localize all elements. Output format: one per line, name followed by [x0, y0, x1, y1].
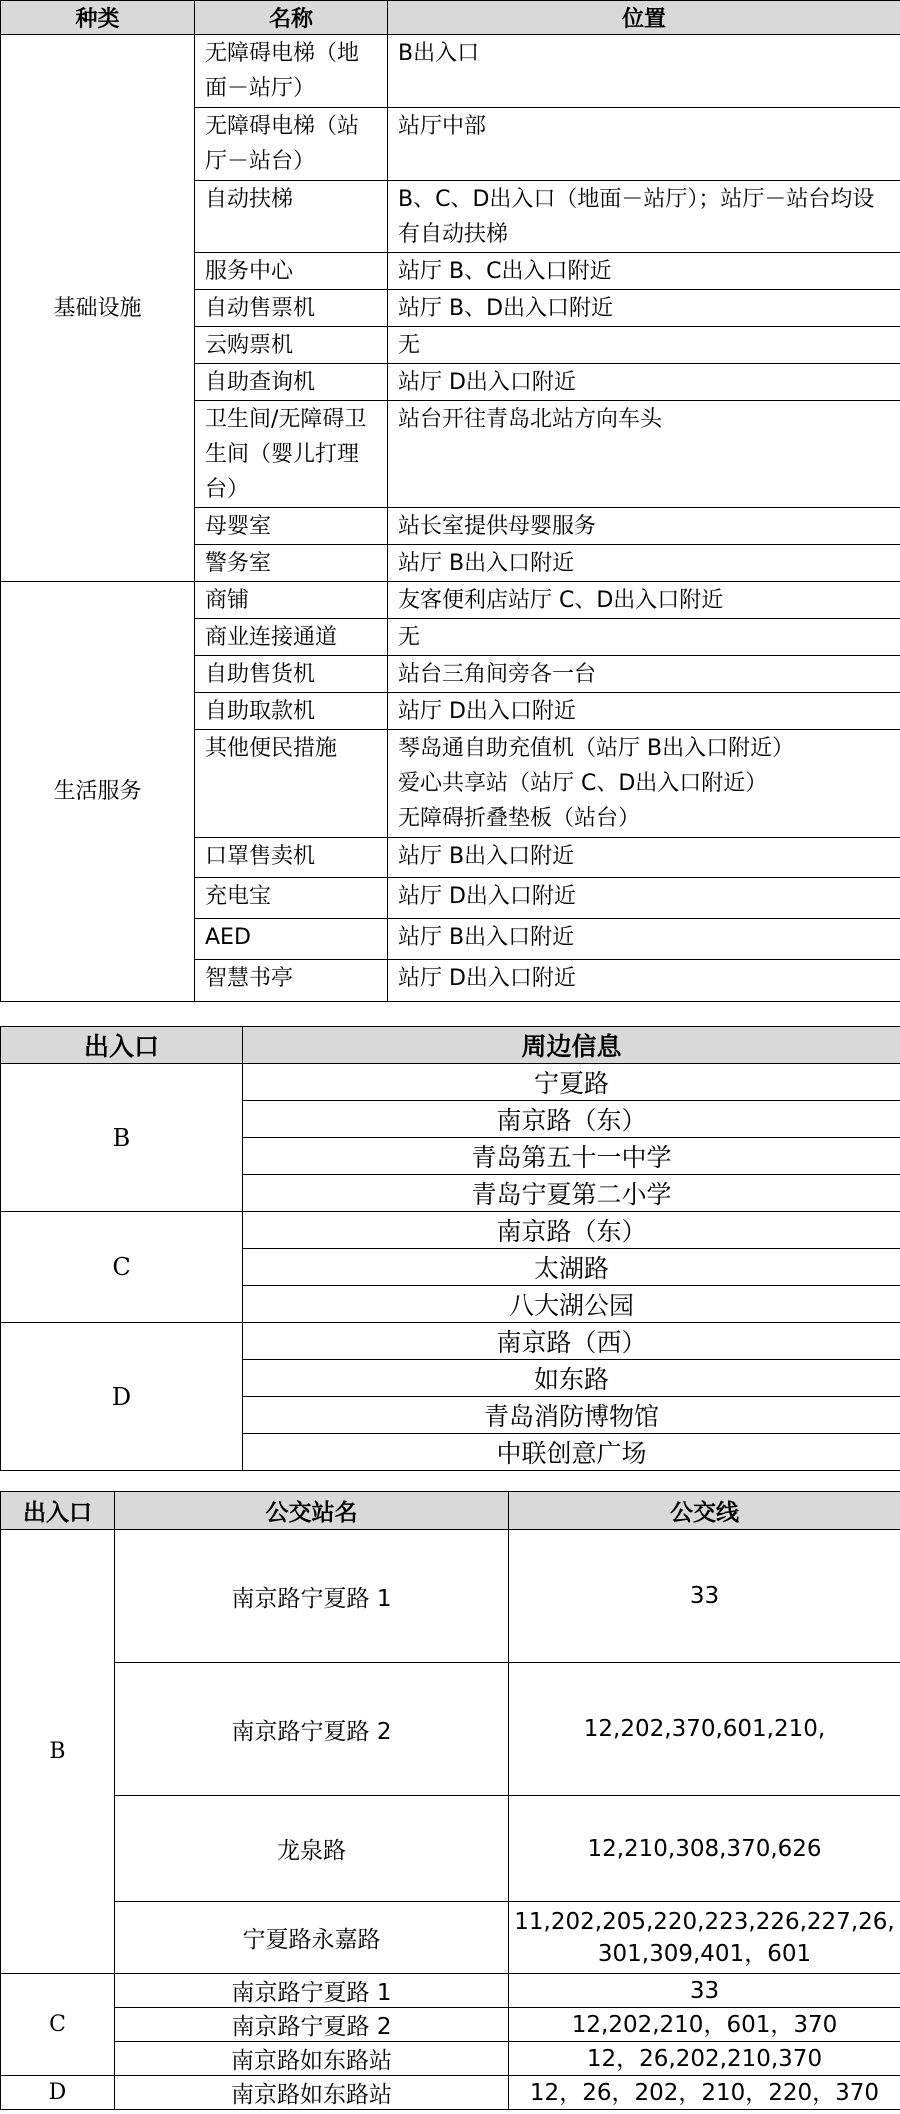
entrance-cell: C: [1, 1212, 243, 1323]
table-row: [1, 1323, 900, 1360]
table-row: [1, 582, 900, 619]
header-surroundings: 周边信息: [243, 1027, 900, 1064]
facility-location: 站台三角间旁各一台: [388, 656, 900, 693]
facility-name: 无障碍电梯（地面－站厅）: [195, 35, 388, 108]
place-cell: 南京路（东）: [243, 1212, 900, 1249]
facility-name: 云购票机: [195, 327, 388, 364]
facility-location: 站厅 B、D出入口附近: [388, 290, 900, 327]
facility-name: 警务室: [195, 545, 388, 582]
facility-location: B、C、D出入口（地面－站厅）；站厅－站台均设有自动扶梯: [388, 181, 900, 253]
facility-name: 卫生间/无障碍卫生间（婴儿打理台）: [195, 401, 388, 508]
table-row: [1, 1663, 900, 1796]
stop-name: 龙泉路: [115, 1796, 509, 1902]
surroundings-header-row: [1, 1027, 900, 1064]
facility-name: 口罩售卖机: [195, 838, 388, 878]
place-cell: 如东路: [243, 1360, 900, 1397]
header-name: 名称: [195, 1, 388, 35]
facility-name: 充电宝: [195, 878, 388, 919]
facility-name: 自助查询机: [195, 364, 388, 401]
place-cell: 宁夏路: [243, 1064, 900, 1101]
location-line: 无障碍折叠垫板（站台）: [398, 806, 641, 831]
table-row: [1, 1212, 900, 1249]
facility-location: 站厅 B、C出入口附近: [388, 253, 900, 290]
table-row: [1, 1064, 900, 1101]
table-row: [1, 1796, 900, 1902]
place-cell: 青岛消防博物馆: [243, 1397, 900, 1434]
facility-name: 其他便民措施: [195, 730, 388, 838]
surroundings-table: [0, 1026, 900, 1471]
entrance-cell: D: [1, 1323, 243, 1471]
place-cell: 太湖路: [243, 1249, 900, 1286]
place-cell: 中联创意广场: [243, 1434, 900, 1471]
facility-name: 自动售票机: [195, 290, 388, 327]
facility-location: 站长室提供母婴服务: [388, 508, 900, 545]
facilities-header-row: [1, 1, 900, 35]
facility-location: 站厅 B出入口附近: [388, 838, 900, 878]
stop-name: 宁夏路永嘉路: [115, 1902, 509, 1974]
bus-lines: 33: [509, 1530, 900, 1663]
bus-lines: 12，26，202，210，220，370: [509, 2076, 900, 2110]
facilities-table: [0, 0, 900, 1002]
facility-location: 站厅中部: [388, 108, 900, 181]
bus-lines: 12,202,370,601,210,: [509, 1663, 900, 1796]
stop-name: 南京路如东路站: [115, 2042, 509, 2076]
bus-lines: 12,210,308,370,626: [509, 1796, 900, 1902]
place-cell: 八大湖公园: [243, 1286, 900, 1323]
facility-name: 商铺: [195, 582, 388, 619]
table-row: [1, 2008, 900, 2042]
facility-location: 站厅 B出入口附近: [388, 919, 900, 960]
facility-name: 自助售货机: [195, 656, 388, 693]
entrance-cell: B: [1, 1064, 243, 1212]
bus-lines: 33: [509, 1974, 900, 2008]
header-stop-name: 公交站名: [115, 1492, 509, 1530]
facility-name: 无障碍电梯（站厅－站台）: [195, 108, 388, 181]
facility-location: 友客便利店站厅 C、D出入口附近: [388, 582, 900, 619]
facility-location: 无: [388, 619, 900, 656]
place-cell: 青岛宁夏第二小学: [243, 1175, 900, 1212]
entrance-cell: B: [1, 1530, 115, 1974]
bus-lines: 12，26,202,210,370: [509, 2042, 900, 2076]
facility-location: 站台开往青岛北站方向车头: [388, 401, 900, 508]
facility-location: 站厅 D出入口附近: [388, 878, 900, 919]
facility-location: 站厅 B出入口附近: [388, 545, 900, 582]
facility-name: 自助取款机: [195, 693, 388, 730]
table-row: [1, 35, 900, 108]
facility-name: 智慧书亭: [195, 960, 388, 1002]
bus-header-row: [1, 1492, 900, 1530]
facility-location: 站厅 D出入口附近: [388, 364, 900, 401]
facility-name: 商业连接通道: [195, 619, 388, 656]
place-cell: 南京路（东）: [243, 1101, 900, 1138]
header-category: 种类: [1, 1, 195, 35]
facility-name: 自动扶梯: [195, 181, 388, 253]
facility-name: AED: [195, 919, 388, 960]
location-line: 爱心共享站（站厅 C、D出入口附近）: [398, 771, 768, 796]
place-cell: 南京路（西）: [243, 1323, 900, 1360]
bus-table: [0, 1491, 900, 2110]
bus-lines: 12,202,210，601，370: [509, 2008, 900, 2042]
table-row: [1, 2042, 900, 2076]
facility-location: [388, 730, 900, 838]
table-row: [1, 1902, 900, 1974]
stop-name: 南京路宁夏路 2: [115, 2008, 509, 2042]
table-row: [1, 1974, 900, 2008]
facility-location: 无: [388, 327, 900, 364]
place-cell: 青岛第五十一中学: [243, 1138, 900, 1175]
header-location: 位置: [388, 1, 900, 35]
header-entrance: 出入口: [1, 1492, 115, 1530]
category-cell: 基础设施: [1, 35, 195, 582]
stop-name: 南京路如东路站: [115, 2076, 509, 2110]
header-bus-lines: 公交线: [509, 1492, 900, 1530]
header-entrance: 出入口: [1, 1027, 243, 1064]
facility-location: 站厅 D出入口附近: [388, 960, 900, 1002]
entrance-cell: D: [1, 2076, 115, 2110]
facility-name: 母婴室: [195, 508, 388, 545]
stop-name: 南京路宁夏路 1: [115, 1530, 509, 1663]
facility-location: 站厅 D出入口附近: [388, 693, 900, 730]
entrance-cell: C: [1, 1974, 115, 2076]
location-line: 琴岛通自助充值机（站厅 B出入口附近）: [398, 736, 795, 761]
table-row: [1, 2076, 900, 2110]
bus-lines: 11,202,205,220,223,226,227,26,301,309,401，601: [509, 1902, 900, 1974]
table-row: [1, 1530, 900, 1663]
category-cell: 生活服务: [1, 582, 195, 1002]
stop-name: 南京路宁夏路 2: [115, 1663, 509, 1796]
facility-name: 服务中心: [195, 253, 388, 290]
stop-name: 南京路宁夏路 1: [115, 1974, 509, 2008]
facility-location: B出入口: [388, 35, 900, 108]
